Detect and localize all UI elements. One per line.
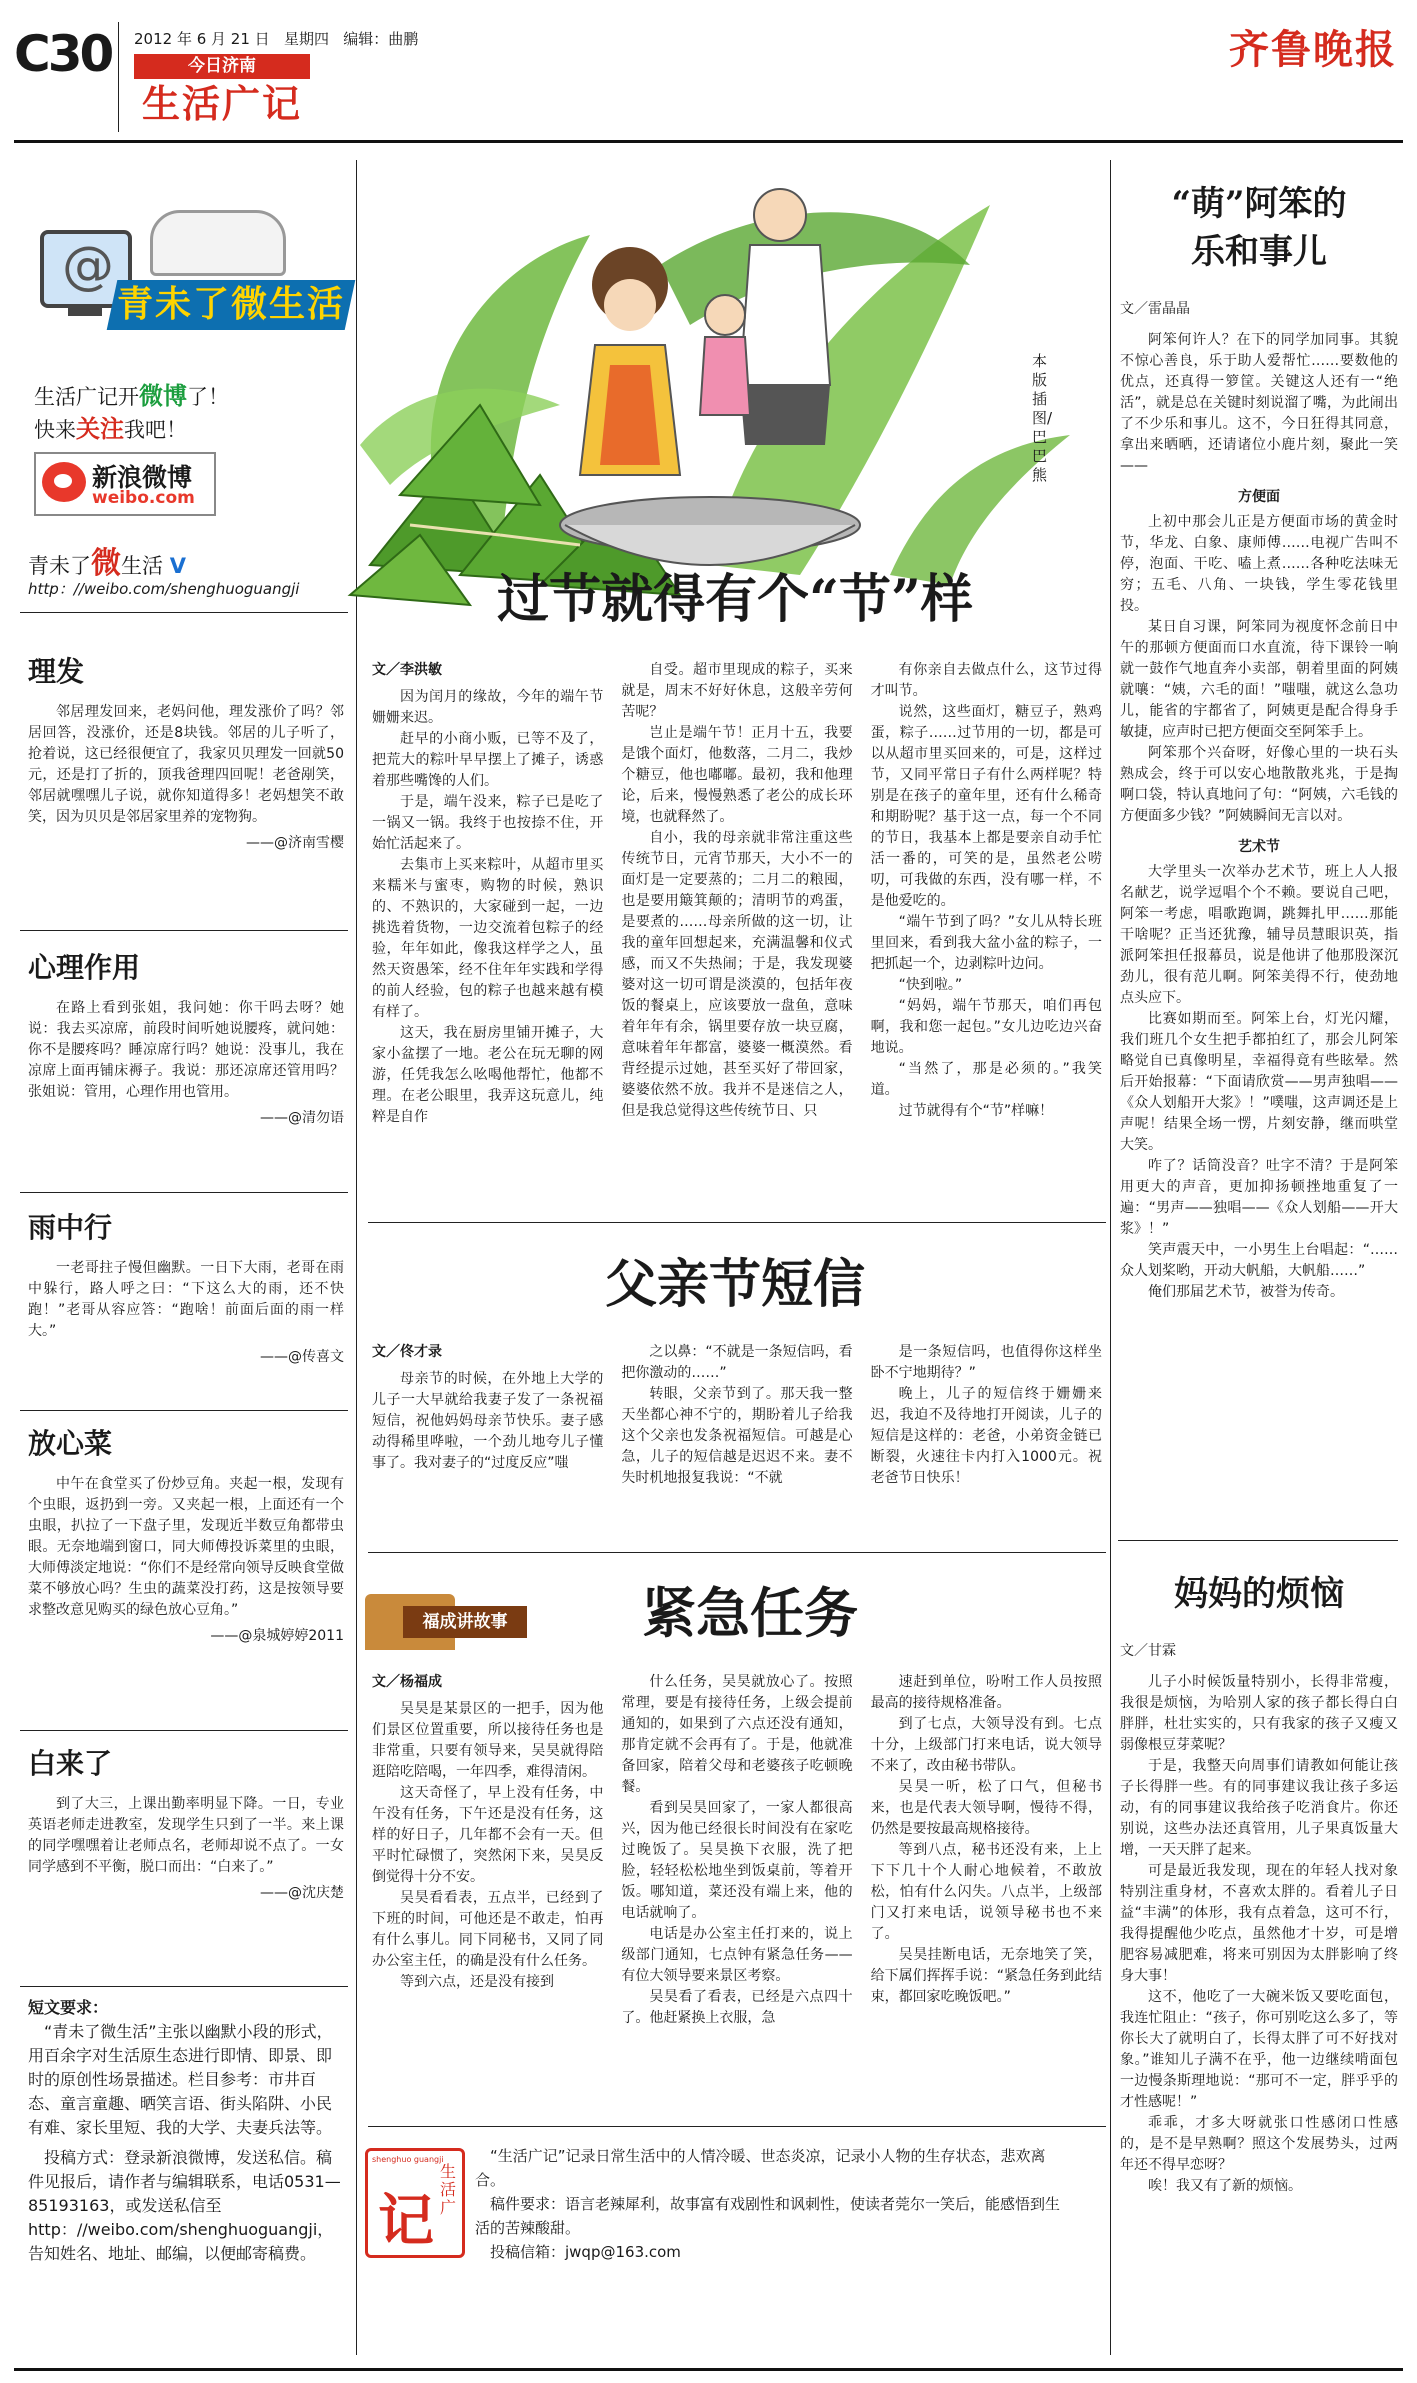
left-separator: [20, 1410, 348, 1411]
paragraph: 吴昊看了看表，已经是六点四十了。他赶紧换上衣服，急: [621, 1989, 853, 2026]
paragraph: 到了七点，大领导没有到。七点十分，上级部门打来电话，说大领导不来了，改由秘书带队。: [870, 1716, 1102, 1774]
left-item-sign: ——@清勿语: [260, 1110, 344, 1126]
account-c: 生活: [121, 554, 163, 578]
left-item-title: 白来了: [28, 1747, 113, 1780]
stamp-small-text: 生活广: [440, 2162, 457, 2217]
section-name: 生活广记: [141, 82, 302, 126]
paragraph: 过节就得有个“节”样嘛！: [898, 1103, 1054, 1119]
paragraph: 自小，我的母亲就非常注重这些传统节日，元宵节那天，大小不一的面灯是一定要蒸的；二月二的粮囤，也是要用簸箕颠的；清明节的鸡蛋，是要煮的……母亲所做的这一切，让我的童年回想起来，充满温馨和仪式感，而又不失热闹；于是，我发现婆婆对这一切可谓是淡漠的，包括年夜饭的餐桌上，应该要放一盘鱼，意味着年年有余，锅里要存放一块豆腐，意味着年年都富，婆婆一概漠然。看背经提示过她，甚至买好了带回家，婆婆依然不放。我并不是迷信之人，但是我总觉得这些传统节日、只: [621, 830, 853, 1119]
left-item-haircut: [28, 652, 344, 852]
left-item-body: 到了大三，上课出勤率明显下降。一日，专业英语老师走进教室，发现学生只到了一半。来上课的同学嘿嘿着让老师点名，老师却说不点了。一女同学感到不平衡，脱口而出：“白来了。”: [28, 1796, 344, 1875]
left-item-vegetables: [28, 1424, 344, 1645]
left-separator: [20, 930, 348, 931]
left-separator: [20, 1730, 348, 1731]
left-item-body: 一老哥拄子慢但幽默。一日下大雨，老哥在雨中躲行，路人呼之曰：“下这么大的雨，还不快跑！”老哥从容应答：“跑啥！前面后面的雨一样大。”: [28, 1260, 344, 1339]
notice-contact: 投稿方式：登录新浪微博，发送私信。稿件见报后，请作者与编辑联系，电话0531—85193163，或发送私信至 http：//weibo.com/shenghuoguangji，告知姓名、地址、邮编，以便邮寄稿费。: [28, 2148, 341, 2263]
article-3: [372, 1672, 1102, 2029]
article-separator: [368, 1222, 1106, 1223]
left-item-body: 在路上看到张姐，我问她：你干吗去呀？她说：我去买凉席，前段时间听她说腰疼，就问她：你不是腰疼吗？睡凉席行吗？她说：没事儿，我在凉席上面再铺床褥子。我说：那还凉席还管用吗？张姐说：管用，心理作用也管用。: [28, 1000, 344, 1100]
left-item-title: 雨中行: [28, 1211, 113, 1244]
article-2: [372, 1342, 1102, 1489]
right-article-1-byline: 文／雷晶晶: [1120, 301, 1190, 317]
article-2-col-2: [621, 1342, 852, 1489]
paragraph: 等到六点，还是没有接到: [400, 1974, 554, 1990]
promo-line1-a: 生活广记开: [34, 385, 139, 409]
story-column-logo: [365, 1588, 527, 1652]
paragraph: 比赛如期而至。阿笨上台，灯光闪耀，我们班几个女生把手都拍红了，那会儿阿笨略觉自已真像明星，幸福得竟有些眩晕。然后开始报幕：“下面请欣赏——男声独唱——《众人划船开大浆》！”噗嗤，这声调还是上声呢！结果全场一愣，片刻安静，继而哄堂大笑。: [1120, 1011, 1398, 1153]
left-item-class: [28, 1744, 344, 1902]
paragraph: 乖乖，才多大呀就张口性感闭口性感的，是不是早熟啊？照这个发展势头，过两年还不得早恋呀？: [1120, 2115, 1398, 2173]
promo-graphic: [20, 210, 360, 350]
monitor-stand: [68, 306, 102, 316]
paragraph: “妈妈，端午节那天，咱们再包啊，我和您一起包。”女儿边吃边兴奋地说。: [870, 998, 1102, 1056]
right-article-2-title: 妈妈的烦恼: [1174, 1574, 1344, 1614]
paragraph: 因为闰月的缘故，今年的端午节姗姗来迟。: [372, 689, 604, 726]
section-top-label: 今日济南: [134, 54, 310, 79]
paragraph: 某日自习课，阿笨同为视度怀念前日中午的那顿方便面而口水直流，待下课铃一响就一鼓作气地直奔小卖部，朝着里面的阿姨就嚷：“姨，六毛的面！”嗤嗤，就这么急功儿，能省的宇都省了，阿姨更是配合得身手敏捷，应声时已把方便面交至阿笨手上。: [1120, 619, 1398, 740]
paragraph: 吴昊挂断电话，无奈地笑了笑，给下属们挥挥手说：“紧急任务到此结束，都回家吃晚饭吧。”: [870, 1947, 1102, 2005]
right-article-1-body: [1120, 330, 1398, 1303]
notice-title: 短文要求：: [28, 1998, 109, 2017]
paragraph: 看到吴昊回家了，一家人都很高兴，因为他已经很长时间没有在家吃过晚饭了。吴昊换下衣服，洗了把脸，轻轻松松地坐到饭桌前，等着开饭。哪知道，菜还没有端上来，他的电话就响了。: [621, 1800, 853, 1921]
column-stamp: [365, 2148, 465, 2258]
paragraph: 电话是办公室主任打来的，说上级部门通知，七点钟有紧急任务——有位大领导要来景区考察。: [621, 1926, 853, 1984]
paragraph: 笑声震天中，一小男生上台唱起：“……众人划桨哟，开动大帆船，大帆船……”: [1120, 1242, 1398, 1279]
left-item-sign: ——@传喜文: [260, 1349, 344, 1365]
paragraph: 这天，我在厨房里铺开摊子，大家小盆摆了一地。老公在玩无聊的网游，任凭我怎么吆喝他帮忙，他都不理。在老公眼里，我弄这玩意儿，纯粹是自作: [372, 1025, 604, 1125]
article-1-col-3: [871, 660, 1102, 1128]
paragraph: 母亲节的时候，在外地上大学的儿子一大早就给我妻子发了一条祝福短信，祝他妈妈母亲节快乐。妻子感动得稀里哗啦，一个劲儿地夸儿子懂事了。我对妻子的“过度反应”嗤: [372, 1371, 604, 1471]
article-2-col-3: [871, 1342, 1102, 1489]
article-3-byline: 文／杨福成: [372, 1674, 442, 1690]
issue-date: 2012 年 6 月 21 日: [134, 30, 270, 48]
promo-line2-b: 关注: [76, 415, 124, 443]
paragraph: 什么任务，吴昊就放心了。按照常理，要是有接待任务，上级会提前通知的，如果到了六点还没有通知，那肯定就不会再有了。于是，他就准备回家，陪着父母和老婆孩子吃顿晚餐。: [621, 1674, 853, 1795]
article-3-col-1: [372, 1672, 603, 2029]
paragraph: 有你亲自去做点什么，这节过得才叫节。: [870, 662, 1102, 699]
article-2-title: 父亲节短信: [604, 1254, 865, 1315]
paragraph: 阿笨何许人？在下的同学加同事。其貌不惊心善良，乐于助人爱帮忙……要数他的优点，还真得一箩筐。关键这人还有一“绝活”，就是总在关键时刻说溜了嘴，为此闹出了不少乐和事儿。这不，今日狂得其同意，拿出来晒晒，还请诸位小鹿片刻，聚此一笑——: [1120, 332, 1398, 474]
left-item-sign: ——@沈庆楚: [260, 1885, 344, 1901]
stamp-pinyin: shenghuo guangji: [372, 2155, 444, 2164]
promo-line2-a: 快来: [34, 418, 76, 442]
newspaper-logo: 齐鲁晚报: [1229, 26, 1397, 73]
left-item-body: 中午在食堂买了份炒豆角。夹起一根，发现有个虫眼，返扔到一旁。又夹起一根，上面还有一个虫眼，扒拉了一下盘子里，发现近半数豆角都带虫眼。无奈地端到窗口，同大师傅投诉菜里的虫眼，大师傅淡定地说：“你们不是经常向领导反映食堂做菜不够放心吗？生虫的蔬菜没打药，这是按领导要求整改意见购买的绿色放心豆角。”: [28, 1476, 344, 1618]
family-illustration: [330, 145, 1110, 615]
editor-name: 编辑：曲鹏: [343, 30, 419, 48]
paragraph: 自受。超市里现成的粽子，买来就是，周末不好好休息，这般辛劳何苦呢？: [621, 662, 853, 720]
article-2-byline: 文／佟才录: [372, 1344, 442, 1360]
header-meta: [134, 28, 418, 49]
right-article-1-title-line2: 乐和事儿: [1191, 232, 1327, 272]
paragraph: “快到啦。”: [898, 977, 963, 993]
top-rule: [14, 140, 1403, 143]
left-item-psychology: [28, 948, 344, 1127]
weibo-eye-icon: [42, 462, 86, 502]
paragraph: 可是最近我发现，现在的年轻人找对象特别注重身材，不喜欢太胖的。看着儿子日益“丰满”的体形，我有点着急，这可不行，我得提醒他少吃点，虽然他才十岁，可是增肥容易减肥难，将来可别因为太胖影响了终身大事！: [1120, 1863, 1398, 1984]
article-3-col-2: [621, 1672, 852, 2029]
paragraph: 等到八点，秘书还没有来，上上下下几十个人耐心地候着，不敢放松，怕有什么闪失。八点半，上级部门又打来电话，说领导秘书也不来了。: [870, 1842, 1102, 1942]
section-header: [134, 54, 310, 130]
left-item-sign: ——@泉城婷婷2011: [210, 1628, 344, 1644]
mother-figure: [580, 247, 680, 475]
promo-line2-c: 我吧！: [124, 418, 187, 442]
article-2-col-1: [372, 1342, 603, 1489]
paragraph: 于是，我整天向周事们请教如何能让孩子长得胖一些。有的同事建议我让孩子多运动，有的同事建议我给孩子吃消食片。你还别说，这些办法还真管用，儿子果真饭量大增，一天天胖了起来。: [1120, 1758, 1398, 1858]
left-item-sign: ——@济南雪樱: [246, 835, 344, 851]
account-b: 微: [91, 546, 121, 581]
bottom-rule: [14, 2368, 1403, 2371]
paragraph: 唉！我又有了新的烦恼。: [1148, 2178, 1302, 2194]
page-number: C30: [14, 25, 112, 83]
right-article-1: [1120, 180, 1398, 1303]
promo-banner-text: 青未了微生活: [116, 284, 345, 325]
left-item-title: 理发: [28, 655, 85, 688]
paragraph: 咋了？话筒没音？吐字不清？于是阿笨用更大的声音，更加抑扬顿挫地重复了一遍：“男声——独唱——《众人划船——开大浆》！”: [1120, 1158, 1398, 1237]
left-item-body: 邻居理发回来，老妈问他，理发涨价了吗？邻居回答，没涨价，还是8块钱。邻居的儿子听了，抢着说，这已经很便宜了，我家贝贝理发一回就50元，还是打了折的，顶我爸理四回呢！老爸剐笑，邻居就嘿嘿儿子说，就你知道得多！老妈想笑不敢笑，因为贝贝是邻居家里养的宠物狗。: [28, 704, 344, 825]
paragraph: 之以鼻：“不就是一条短信吗，看把你激动的……”: [621, 1344, 853, 1381]
article-1-col-1: [372, 660, 603, 1128]
submission-notice: [28, 1996, 344, 2266]
illustration-credit: 本版插图/巴巴熊: [1032, 352, 1053, 484]
article-separator: [368, 2126, 1106, 2127]
column-info-box: [365, 2140, 1065, 2270]
paragraph: 于是，端午没来，粽子已是吃了一锅又一锅。我终于也按捺不住，开始忙活起来了。: [372, 794, 604, 852]
paragraph: 这天奇怪了，早上没有任务，中午没有任务，下午还是没有任务，这样的好日子，几年都不会有一天。但平时忙碌惯了，突然闲下来，吴昊反倒觉得十分不安。: [372, 1785, 604, 1885]
account-a: 青未了: [28, 554, 91, 578]
paragraph: “端午节到了吗？”女儿从特长班里回来，看到我大盆小盆的粽子，一把抓起一个，边剥粽叶边问。: [870, 914, 1102, 972]
paragraph: 吴昊一听，松了口气，但秘书来，也是代表大领导啊，慢待不得，仍然是要按最高规格接待。: [870, 1779, 1102, 1837]
verified-icon: V: [169, 554, 186, 578]
child-figure: [700, 295, 750, 415]
left-item-rain: [28, 1208, 344, 1366]
article-1: [372, 660, 1102, 1128]
article-separator: [368, 1552, 1106, 1553]
paragraph: 赶早的小商小贩，已等不及了，把荒大的粽叶早早摆上了摊子，诱惑着那些嘴馋的人们。: [372, 731, 604, 789]
paragraph: 晚上，儿子的短信终于姗姗来迟，我迫不及待地打开阅读，儿子的短信是这样的：老爸，小弟资金链已断裂，火速往卡内打入1000元。祝老爸节日快乐！: [870, 1386, 1102, 1486]
weibo-account: [28, 538, 186, 582]
left-separator: [20, 1192, 348, 1193]
paragraph: 这不，他吃了一大碗米饭又要吃面包，我连忙阻止：“孩子，你可别吃这么多了，等你长大了就明白了，长得太胖了可不好找对象。”谁知儿子满不在乎，他一边继续啃面包一边慢条斯理地说：“那可不一定，胖乎乎的才性感呢！”: [1120, 1989, 1398, 2110]
column-info-line2: 稿件要求：语言老辣犀利，故事富有戏剧性和讽刺性，使读者莞尔一笑后，能感悟到生活的苦辣酸甜。: [475, 2195, 1061, 2237]
right-article-2-body: [1120, 1672, 1398, 2197]
hand-icon: [150, 210, 286, 276]
left-item-title: 心理作用: [28, 951, 141, 984]
paragraph: 大学里头一次举办艺术节，班上人人报名献艺，说学逗唱个个不赖。要说自己吧，阿笨一考虑，唱歌跑调，跳舞扎甲……那能干啥呢？正当还犹豫，辅导员慧眼识英，指派阿笨担任报幕员，说是他讲了他那股深沉劲儿，很有范儿啊。阿笨美得不行，使劲地点头应下。: [1120, 864, 1398, 1006]
weibo-logo-text: 新浪微博: [92, 463, 193, 492]
paragraph: 转眼，父亲节到了。那天我一整天坐都心神不宁的，期盼着儿子给我这个父亲也发条祝福短信。可越是心急，儿子的短信越是迟迟不来。妻不失时机地报复我说：“不就: [621, 1386, 853, 1486]
promo-banner: [107, 280, 356, 330]
paragraph: “当然了，那是必须的。”我笑道。: [870, 1061, 1102, 1098]
column-info-line1: “生活广记”记录日常生活中的人情冷暖、世态炎凉，记录小人物的生存状态，悲欢离合。: [475, 2147, 1046, 2189]
paragraph: 说然，这些面灯，糖豆子，熟鸡蛋，粽子……过节用的一切，都是可以从超市里买回来的，可是，这样过节，又同平常日子有什么两样呢？特别是在孩子的童年里，还有什么稀奇和期盼呢？基于这一点，每一个不同的节日，我基本上都是要亲自动手忙活一番的，可笑的是，虽然老公唠叨，可我做的东西，没有哪一样，不是他爱吃的。: [870, 704, 1102, 909]
article-1-byline: 文／李洪敏: [372, 662, 442, 678]
notice-body: “青未了微生活”主张以幽默小段的形式，用百余字对生活原生态进行即情、即景、即时的原创性场景描述。栏目参考：市井百态、童言童趣、晒笑言语、街头陷阱、小民有难、家长里短、我的大学、夫妻兵法等。: [28, 2022, 333, 2137]
weibo-logo-url: weibo.com: [92, 488, 195, 508]
paragraph: 上初中那会儿正是方便面市场的黄金时节，华龙、白象、康师傅……电视广告叫不停，泡面、干吃、嗑上煮……各种吃法味无穷；五毛、八角、一块钱，学生零花钱里投。: [1120, 514, 1398, 614]
promo-line1-c: 了！: [187, 385, 229, 409]
paragraph: 去集市上买来粽叶，从超市里买来糯米与蜜枣，购物的时候，熟识的、不熟识的，大家碰到一起，一边挑选着货物，一边交流着包粽子的经验，年年如此，像我这样学之人，虽然天资愚笨，经不住年年实践和学得的前人经验，包的粽子也越来越有模有样了。: [372, 857, 604, 1020]
article-1-title: 过节就得有个“节”样: [497, 569, 973, 630]
right-separator: [1118, 1540, 1398, 1541]
article-3-title: 紧急任务: [642, 1581, 858, 1645]
paragraph: 儿子小时候饭量特别小，长得非常瘦，我很是烦恼，为哈别人家的孩子都长得白白胖胖，杜壮实实的，只有我家的孩子又瘦又弱像根豆芽菜呢？: [1120, 1674, 1398, 1753]
subheading-instant-noodles: 方便面: [1238, 489, 1280, 505]
paragraph: 岂止是端午节！正月十五，我要是饿个面灯，他数落，二月二，我炒个糖豆，他也嘟嘟。最初，我和他理论，后来，慢慢熟悉了老公的成长环境，也就释然了。: [621, 725, 853, 825]
paragraph: 吴昊看看表，五点半，已经到了下班的时间，可他还是不敢走，怕再有什么事儿。同下同秘书，又同了同办公室主任，的确是没有什么任务。: [372, 1890, 604, 1969]
paragraph: 俺们那届艺术节，被誉为传奇。: [1148, 1284, 1344, 1300]
column-info-text: [475, 2144, 1065, 2264]
weibo-logo: [34, 452, 216, 516]
paragraph: 速赶到单位，吩咐工作人员按照最高的接待规格准备。: [870, 1674, 1102, 1711]
right-column-divider: [1110, 160, 1111, 2355]
paragraph: 阿笨那个兴奋呀，好像心里的一块石头熟成会，终于可以安心地散散兆兆，于是掏啊口袋，特认真地问了句：“阿姨，六毛钱的方便面多少钱？”阿姨瞬间无言以对。: [1120, 745, 1398, 824]
paragraph: 是一条短信吗，也值得你这样坐卧不宁地期待？”: [870, 1344, 1102, 1381]
column-info-line3: [475, 2240, 1065, 2264]
promo-line1-b: 微博: [139, 382, 187, 410]
promo-separator: [20, 612, 348, 613]
story-column-name: 福成讲故事: [403, 1606, 527, 1638]
paragraph: 吴昊是某景区的一把手，因为他们景区位置重要，所以接待任务也是非常重，只要有领导来，吴昊就得陪逛陪吃陪喝，一年四季，难得清闲。: [372, 1701, 604, 1780]
article-3-col-3: [871, 1672, 1102, 2029]
right-article-2: [1120, 1570, 1398, 2197]
stamp-big-char: 记: [378, 2188, 434, 2254]
header-divider: [118, 22, 119, 132]
right-article-1-title-line1: “萌”阿笨的: [1171, 184, 1347, 224]
subheading-art-festival: 艺术节: [1238, 839, 1280, 855]
weibo-promo-text: [34, 380, 334, 446]
article-1-col-2: [621, 660, 852, 1128]
left-item-title: 放心菜: [28, 1427, 113, 1460]
left-separator: [20, 1986, 348, 1987]
submission-email[interactable]: 投稿信箱：jwqp@163.com: [490, 2243, 681, 2261]
right-article-2-byline: 文／甘霖: [1120, 1643, 1176, 1659]
weibo-url[interactable]: http：//weibo.com/shenghuoguangji: [28, 580, 300, 598]
issue-weekday: 星期四: [283, 30, 329, 48]
